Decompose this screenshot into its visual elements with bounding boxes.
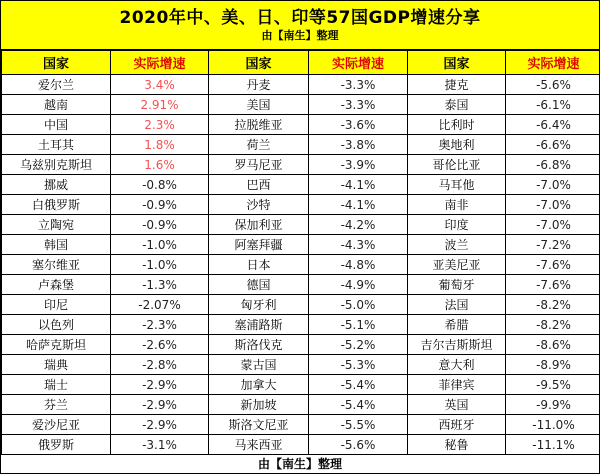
growth-rate-cell: -2.8% [111,355,209,375]
table-row [2,375,600,395]
growth-rate-cell: -3.3% [309,95,408,115]
country-cell: 塞浦路斯 [209,315,309,335]
growth-rate-cell: -6.8% [506,155,600,175]
country-cell: 南非 [408,195,506,215]
growth-rate-cell: 3.4% [111,75,209,95]
country-cell: 日本 [209,255,309,275]
country-cell: 哈萨克斯坦 [2,335,111,355]
growth-rate-cell: -0.9% [111,195,209,215]
country-cell: 奥地利 [408,135,506,155]
country-cell: 马耳他 [408,175,506,195]
growth-rate-cell: -6.1% [506,95,600,115]
country-column-header: 国家 [209,51,309,75]
growth-rate-cell: -5.4% [309,375,408,395]
rate-column-header: 实际增速 [309,51,408,75]
growth-rate-cell: -3.6% [309,115,408,135]
country-cell: 以色列 [2,315,111,335]
country-cell: 罗马尼亚 [209,155,309,175]
growth-rate-cell: -5.2% [309,335,408,355]
growth-rate-cell: -5.4% [309,395,408,415]
growth-rate-cell: -2.9% [111,395,209,415]
country-cell: 沙特 [209,195,309,215]
growth-rate-cell: -7.0% [506,195,600,215]
country-cell: 吉尔吉斯斯坦 [408,335,506,355]
country-cell: 中国 [2,115,111,135]
country-cell: 匈牙利 [209,295,309,315]
rate-column-header: 实际增速 [506,51,600,75]
country-cell: 荷兰 [209,135,309,155]
table-row [2,175,600,195]
country-cell: 爱尔兰 [2,75,111,95]
table-row [2,255,600,275]
country-cell: 亚美尼亚 [408,255,506,275]
growth-rate-cell: -9.9% [506,395,600,415]
growth-rate-cell: -0.8% [111,175,209,195]
table-row [2,115,600,135]
table-row [2,195,600,215]
growth-rate-cell: -3.8% [309,135,408,155]
country-cell: 新加坡 [209,395,309,415]
growth-rate-cell: -0.9% [111,215,209,235]
growth-rate-cell: -3.1% [111,435,209,455]
country-cell: 美国 [209,95,309,115]
country-cell: 秘鲁 [408,435,506,455]
table-row [2,335,600,355]
growth-rate-cell: -4.1% [309,195,408,215]
gdp-growth-table [1,50,600,455]
growth-rate-cell: 1.8% [111,135,209,155]
growth-rate-cell: -2.3% [111,315,209,335]
country-cell: 印尼 [2,295,111,315]
growth-rate-cell: -3.3% [309,75,408,95]
growth-rate-cell: -5.3% [309,355,408,375]
growth-rate-cell: -7.6% [506,275,600,295]
growth-rate-cell: -4.2% [309,215,408,235]
table-row [2,235,600,255]
table-row [2,435,600,455]
country-cell: 白俄罗斯 [2,195,111,215]
table-row [2,395,600,415]
country-cell: 立陶宛 [2,215,111,235]
table-row [2,75,600,95]
country-cell: 印度 [408,215,506,235]
country-cell: 德国 [209,275,309,295]
country-cell: 法国 [408,295,506,315]
country-cell: 越南 [2,95,111,115]
table-header-row [2,51,600,75]
country-cell: 塞尔维亚 [2,255,111,275]
table-row [2,315,600,335]
table-row [2,215,600,235]
growth-rate-cell: -8.9% [506,355,600,375]
country-cell: 加拿大 [209,375,309,395]
page-title: 2020年中、美、日、印等57国GDP增速分享 [119,8,481,28]
country-cell: 阿塞拜疆 [209,235,309,255]
growth-rate-cell: -9.5% [506,375,600,395]
country-cell: 意大利 [408,355,506,375]
country-cell: 拉脱维亚 [209,115,309,135]
growth-rate-cell: -8.2% [506,315,600,335]
country-cell: 瑞士 [2,375,111,395]
growth-rate-cell: -2.07% [111,295,209,315]
country-cell: 丹麦 [209,75,309,95]
growth-rate-cell: -8.2% [506,295,600,315]
country-cell: 芬兰 [2,395,111,415]
country-cell: 斯洛伐克 [209,335,309,355]
growth-rate-cell: -1.0% [111,255,209,275]
table-row [2,275,600,295]
rate-column-header: 实际增速 [111,51,209,75]
growth-rate-cell: -1.3% [111,275,209,295]
growth-rate-cell: -5.6% [309,435,408,455]
country-cell: 波兰 [408,235,506,255]
growth-rate-cell: -2.9% [111,415,209,435]
growth-rate-cell: -5.1% [309,315,408,335]
growth-rate-cell: -5.5% [309,415,408,435]
growth-rate-cell: -5.6% [506,75,600,95]
country-column-header: 国家 [2,51,111,75]
table-row [2,155,600,175]
growth-rate-cell: 2.3% [111,115,209,135]
growth-rate-cell: -11.0% [506,415,600,435]
growth-rate-cell: -2.9% [111,375,209,395]
growth-rate-cell: -6.4% [506,115,600,135]
country-cell: 挪威 [2,175,111,195]
growth-rate-cell: -7.0% [506,215,600,235]
growth-rate-cell: 1.6% [111,155,209,175]
country-cell: 巴西 [209,175,309,195]
country-cell: 蒙古国 [209,355,309,375]
page-subtitle: 由【南生】整理 [261,29,339,42]
growth-rate-cell: -4.1% [309,175,408,195]
table-row [2,355,600,375]
country-cell: 泰国 [408,95,506,115]
country-cell: 哥伦比亚 [408,155,506,175]
table-row [2,295,600,315]
growth-rate-cell: 2.91% [111,95,209,115]
growth-rate-cell: -8.6% [506,335,600,355]
growth-rate-cell: -3.9% [309,155,408,175]
country-cell: 希腊 [408,315,506,335]
country-cell: 西班牙 [408,415,506,435]
country-cell: 葡萄牙 [408,275,506,295]
growth-rate-cell: -11.1% [506,435,600,455]
country-column-header: 国家 [408,51,506,75]
country-cell: 比利时 [408,115,506,135]
growth-rate-cell: -4.3% [309,235,408,255]
table-row [2,95,600,115]
title-block [1,1,599,50]
country-cell: 斯洛文尼亚 [209,415,309,435]
growth-rate-cell: -4.9% [309,275,408,295]
country-cell: 捷克 [408,75,506,95]
country-cell: 菲律宾 [408,375,506,395]
table-row [2,135,600,155]
country-cell: 土耳其 [2,135,111,155]
growth-rate-cell: -6.6% [506,135,600,155]
growth-rate-cell: -7.0% [506,175,600,195]
growth-rate-cell: -1.0% [111,235,209,255]
growth-rate-cell: -7.6% [506,255,600,275]
table-row [2,415,600,435]
growth-rate-cell: -5.0% [309,295,408,315]
country-cell: 爱沙尼亚 [2,415,111,435]
country-cell: 英国 [408,395,506,415]
country-cell: 卢森堡 [2,275,111,295]
growth-rate-cell: -7.2% [506,235,600,255]
growth-rate-cell: -2.6% [111,335,209,355]
country-cell: 俄罗斯 [2,435,111,455]
country-cell: 保加利亚 [209,215,309,235]
country-cell: 马来西亚 [209,435,309,455]
footer-credit: 由【南生】整理 [1,455,599,474]
country-cell: 韩国 [2,235,111,255]
growth-rate-cell: -4.8% [309,255,408,275]
country-cell: 乌兹别克斯坦 [2,155,111,175]
country-cell: 瑞典 [2,355,111,375]
